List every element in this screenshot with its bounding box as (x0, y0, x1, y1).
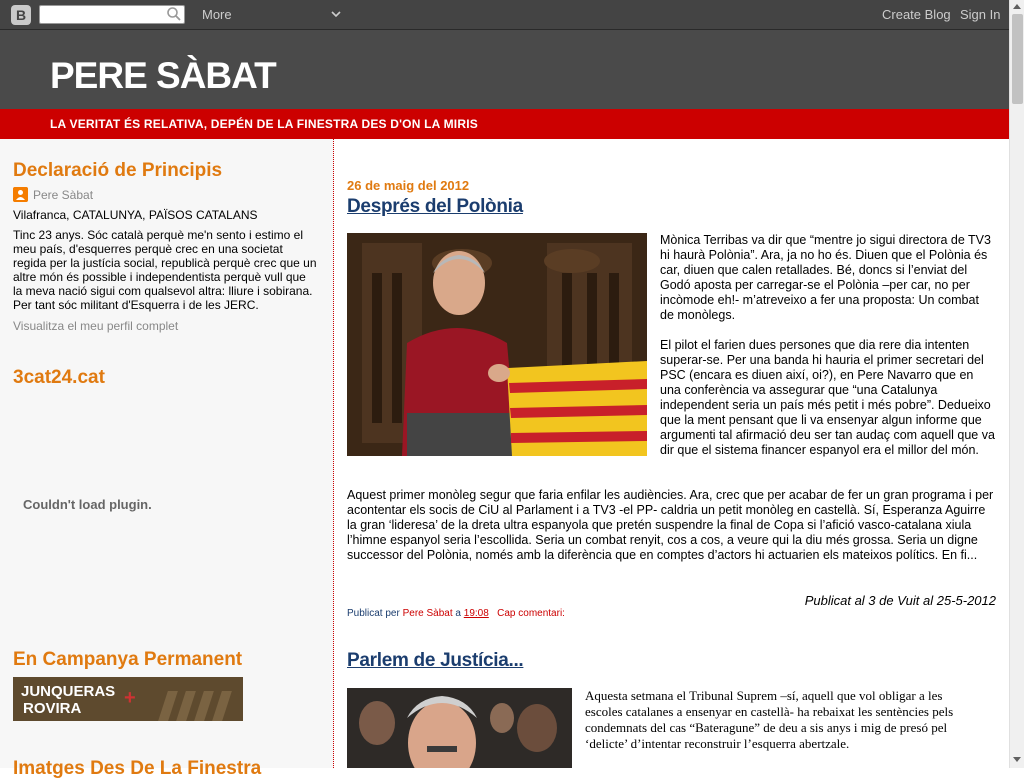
post-signature: Publicat al 3 de Vuit al 25-5-2012 (804, 593, 996, 608)
post-paragraph: El pilot el farien dues persones que dia rere dia intenten superar-se. Per una banda hi hauria el primer secretari del PSC (encara es diuen així, oi?), en Pere Navarro que en una conferència va assegurar que “una Catalunya independent seria un país més petit i més pobre”. Dedueixo que la ment pensant que li va ensenyar algun informe que argumenti tal afirmació deu ser tan audaç com aquell que va dir que el sistema financer espanyol era el millor del món. (660, 338, 995, 457)
widget-heading-3cat24: 3cat24.cat (13, 367, 105, 388)
widget-heading-campaign: En Campanya Permanent (13, 649, 243, 670)
chevron-down-icon[interactable] (330, 8, 342, 20)
sign-in-link[interactable]: Sign In (960, 7, 1001, 22)
post-body (585, 688, 975, 752)
page-scrollbar[interactable] (1009, 0, 1024, 768)
profile-description: Tinc 23 anys. Sóc català perquè me'n sento i estimo el meu país, d'esquerres perquè crec en una societat regida per la justícia social, republicà perquè crec que un altre món és possible i independentista perquè vull que la meva nació sigui com qualsevol altra: lliure i sobirana. Per tant sóc militant d'Esquerra i de les JERC. (13, 228, 317, 312)
post-title-link[interactable]: Parlem de Justícia... (347, 650, 524, 671)
scroll-down-arrow-icon[interactable] (1013, 757, 1021, 762)
scroll-thumb[interactable] (1012, 14, 1023, 104)
more-menu-button[interactable]: More (202, 7, 232, 22)
blogger-logo-icon[interactable]: B (11, 5, 31, 25)
view-full-profile-link[interactable]: Visualitza el meu perfil complet (13, 319, 179, 333)
sidebar (0, 139, 334, 779)
widget-heading-images: Imatges Des De La Finestra (13, 758, 262, 779)
banner-plus-icon: + (124, 687, 136, 709)
blog-tagline: LA VERITAT ÉS RELATIVA, DEPÉN DE LA FINESTRA DES D'ON LA MIRIS (50, 117, 478, 131)
post-paragraph: Mònica Terribas va dir que “mentre jo sigui directora de TV3 hi haurà Polònia”. Ara, ja no ho és. Diuen que el Polònia és car, diuen que calen retallades. Bé, doncs si l’enviat del Godó aposta per carregar-se el Polònia –per car, no per incòmode eh!- m’atreveixo a fer una proposta: Un combat de monòlegs. (660, 233, 991, 322)
blog-header (0, 30, 1009, 109)
profile-location: Vilafranca, CATALUNYA, PAÏSOS CATALANS (13, 208, 258, 222)
banner-stripe (176, 691, 196, 721)
blogger-navbar (0, 0, 1009, 30)
profile-name-link[interactable]: Pere Sàbat (33, 188, 94, 202)
post-comments-link[interactable]: Cap comentari: (497, 608, 565, 619)
tagline-bar (0, 109, 1009, 139)
footer-published-label: Publicat per (347, 608, 400, 619)
search-icon[interactable] (166, 6, 182, 22)
post-title-link[interactable]: Després del Polònia (347, 196, 523, 217)
main-content (334, 139, 1009, 768)
create-blog-link[interactable]: Create Blog (882, 7, 951, 22)
post-paragraph: Aquest primer monòleg segur que faria enfilar les audiències. Ara, crec que per acabar de fer un gran programa i per acontentar els socis de CiU al Parlament i a TV3 -el PP- caldria un petit monòleg en castellà. Sí, Esperanza Aguirre la gran ‘lideresa’ de la dreta ultra espanyola que pretén suspendre la final de Copa si l’afició vasco-catalana xiula l’himne espanyol seria l’escollida. Seria un combat renyit, cos a cos, a veure qui la diu més grossa. Seria un digne successor del Polònia, només amb la diferència que en comptes d’actors hi actuarien els mateixos polítics. En fi... (347, 488, 994, 562)
post-date: 26 de maig del 2012 (347, 178, 470, 193)
banner-stripe (212, 691, 232, 721)
post-photo[interactable] (347, 233, 647, 456)
post-paragraph: Aquesta setmana el Tribunal Suprem –sí, aquell que vol obligar a les escoles catalanes a ensenyar en castellà- ha rebaixat les sentències pels condemnats del cas “Bateragune” de deu a sis anys i mig de presó pel ‘delicte’ d’intentar reconstruir l’esquerra abertzale. (585, 688, 954, 751)
post-body-right (660, 233, 996, 473)
plugin-error-message: Couldn't load plugin. (23, 497, 152, 512)
post-body-full (347, 488, 997, 578)
post-timestamp-link[interactable]: 19:08 (463, 608, 489, 619)
search-input[interactable] (39, 5, 185, 24)
scroll-up-arrow-icon[interactable] (1013, 4, 1021, 9)
footer-at-label: a (455, 608, 461, 619)
profile-heading: Declaració de Principis (13, 160, 223, 181)
blogger-profile-icon (13, 187, 28, 202)
post-author-link[interactable]: Pere Sàbat (402, 608, 453, 619)
banner-stripe (158, 691, 178, 721)
banner-line2: ROVIRA (23, 700, 82, 717)
banner-line1: JUNQUERAS (21, 683, 116, 700)
post-photo[interactable] (347, 688, 572, 768)
blog-title[interactable]: PERE SÀBAT (50, 55, 276, 96)
banner-stripe (194, 691, 214, 721)
campaign-banner[interactable] (13, 677, 243, 721)
post-footer (347, 608, 565, 619)
